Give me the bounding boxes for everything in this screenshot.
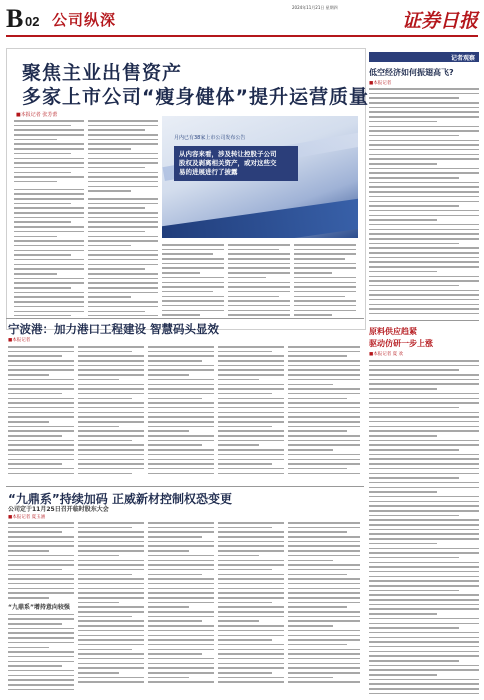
lead-body-column-3 <box>162 244 224 316</box>
sidebar2-headline-line1: 原料供应趋紧 <box>369 327 417 336</box>
ningbo-body-column-2 <box>78 346 144 482</box>
ningbo-body-column-3 <box>148 346 214 482</box>
section-title: 公司纵深 <box>52 11 117 29</box>
masthead-info: 2024年11月21日 星期四 <box>292 5 338 10</box>
illustration-text-line2: 股权及剥离相关资产，或对这些交 <box>179 159 277 167</box>
sidebar-headline: 低空经济如何振翅高飞? <box>369 68 454 77</box>
sidebar-tag <box>369 52 479 62</box>
ningbo-byline: ■本报记者 <box>8 338 31 343</box>
jiuding-body-column-1 <box>8 522 74 696</box>
page-number: 02 <box>25 14 40 29</box>
sidebar2-headline-line2: 驱动仿研一步上涨 <box>369 339 433 348</box>
illustration-caption: 月内已有38家上市公司发布公告 <box>174 135 246 141</box>
lead-body-column-2 <box>88 120 158 316</box>
illustration-text-line3: 易的进展进行了披露 <box>179 168 238 176</box>
jiuding-body-column-3 <box>148 522 214 696</box>
lead-body-column-1 <box>14 120 84 316</box>
jiuding-body-column-4 <box>218 522 284 696</box>
sidebar2-body <box>369 360 479 696</box>
ningbo-body-column-1 <box>8 346 74 482</box>
lead-headline-line1: 聚焦主业出售资产 <box>22 62 183 84</box>
sidebar-body <box>369 88 479 314</box>
jiuding-rule <box>6 486 364 487</box>
sidebar-byline: ■本报记者 <box>369 81 392 86</box>
lead-headline-line2: 多家上市公司“瘦身健体”提升运营质量 <box>22 86 369 108</box>
jiuding-body-column-5 <box>288 522 360 696</box>
illustration-text-line1: 从内容来看，涉及转让控股子公司 <box>179 150 277 158</box>
sidebar2-rule <box>369 320 479 321</box>
ningbo-body-column-4 <box>218 346 284 482</box>
jiuding-inline-subhead: “九鼎系”增持意向较强 <box>8 603 70 611</box>
lead-body-column-4 <box>228 244 290 316</box>
ningbo-headline: 宁波港：加力港口工程建设 智慧码头显效 <box>8 322 220 336</box>
lead-body-column-5 <box>294 244 356 316</box>
jiuding-subheadline: 公司定于11月25日召开临时股东大会 <box>8 506 109 513</box>
illustration-wave <box>162 194 358 238</box>
sidebar2-byline: ■本报记者 夏 欢 <box>369 352 404 357</box>
sidebar-tag-label: 记者观察 <box>450 55 475 62</box>
jiuding-headline: “九鼎系”持续加码 正威新材控制权恐变更 <box>8 492 232 506</box>
lead-byline: ■本报记者 张芳蕾 <box>16 112 58 118</box>
illustration-textbox <box>174 146 298 181</box>
ningbo-body-column-5 <box>288 346 360 482</box>
lead-illustration <box>162 116 358 238</box>
masthead-rule <box>6 35 478 37</box>
page-letter: B <box>6 4 24 33</box>
masthead <box>0 0 484 44</box>
jiuding-byline: ■本报记者 夏玉涵 <box>8 515 46 520</box>
jiuding-body-column-2 <box>78 522 144 696</box>
newspaper-logo: 证券日报 <box>401 10 478 32</box>
ningbo-rule <box>6 318 364 319</box>
